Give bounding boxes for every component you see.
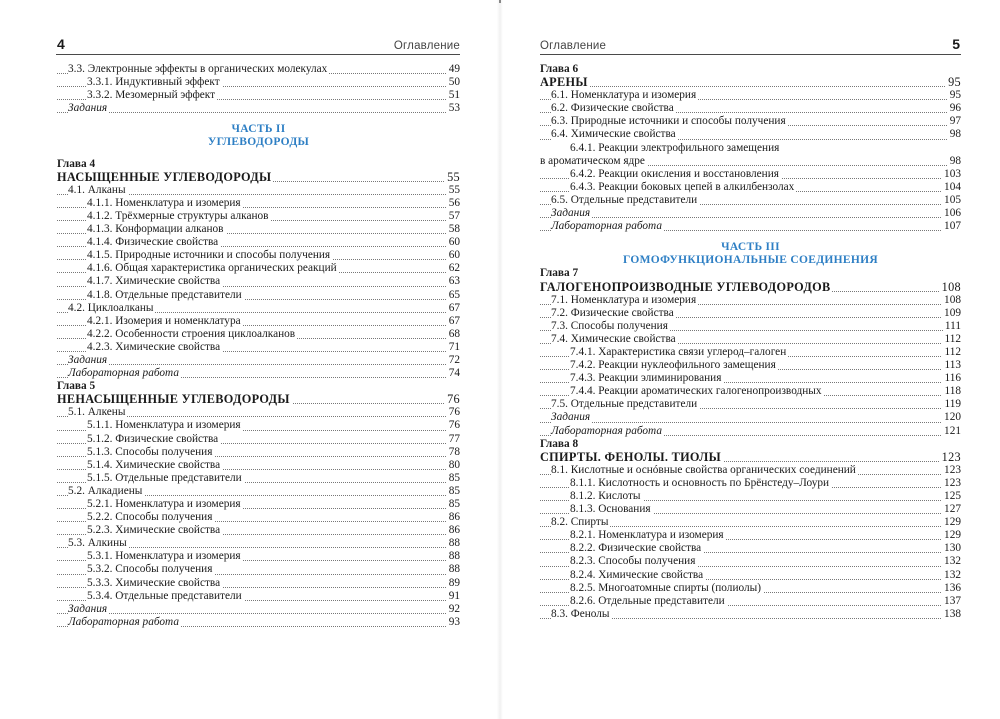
toc-entry-title: Задания (68, 102, 108, 115)
toc-page-number: 112 (944, 345, 961, 358)
toc-page-number: 98 (949, 154, 961, 167)
toc-page-number: 137 (944, 594, 961, 607)
toc-entry (540, 207, 961, 220)
toc-entry-title: СПИРТЫ. ФЕНОЛЫ. ТИОЛЫ (540, 449, 722, 464)
toc-entry (57, 102, 460, 115)
part-heading-text: ЧАСТЬ II (231, 123, 286, 136)
toc-entry (540, 425, 961, 438)
toc-entry (57, 289, 460, 302)
header-rule (540, 54, 961, 55)
toc-page-number: 93 (448, 615, 460, 628)
toc-page-number: 71 (448, 340, 460, 353)
toc-entry (540, 398, 961, 411)
toc-entry (540, 307, 961, 320)
toc-page-number: 55 (447, 169, 460, 184)
toc-entry-title: 4.1.7. Химические свойства (87, 275, 221, 288)
chapter-title-entry (57, 171, 460, 184)
toc-entry-title: 5.1.1. Номенклатура и изомерия (87, 419, 241, 432)
dot-leader (57, 613, 460, 614)
toc-entry-title: 5.2.2. Способы получения (87, 511, 213, 524)
part-heading-text: УГЛЕВОДОРОДЫ (207, 136, 310, 149)
toc-entry-title: 5.1.2. Физические свойства (87, 432, 219, 445)
toc-entry (540, 372, 961, 385)
toc-entry-title: 4.2.3. Химические свойства (87, 340, 221, 353)
toc-page-number: 121 (944, 424, 961, 437)
chapter-title-entry (57, 393, 460, 406)
toc-page-number: 108 (944, 293, 961, 306)
toc-page-number: 58 (448, 223, 460, 236)
toc-entry-title: 6.4.1. Реакции электрофильного замещения (570, 141, 780, 154)
toc-page-number: 55 (448, 183, 460, 196)
toc-page-number: 53 (448, 102, 460, 115)
toc-entry-title: Задания (551, 411, 591, 424)
toc-page-number: 138 (944, 607, 961, 620)
chapter-label (540, 267, 961, 280)
toc-page-number: 118 (944, 385, 961, 398)
toc-page-number: 103 (944, 167, 961, 180)
toc-entry-title: 6.5. Отдельные представители (551, 193, 698, 206)
right-header (500, 36, 1000, 56)
dot-leader (57, 364, 460, 365)
toc-entry (540, 168, 961, 181)
toc-entry-title: ГАЛОГЕНОПРОИЗВОДНЫЕ УГЛЕВОДОРОДОВ (540, 279, 831, 294)
toc-entry (540, 582, 961, 595)
chapter-label (540, 63, 961, 76)
toc-entry (57, 485, 460, 498)
toc-page-number: 123 (944, 476, 961, 489)
toc-entry (57, 419, 460, 432)
toc-entry-title: 5.3.2. Способы получения (87, 563, 213, 576)
table-of-contents (540, 63, 961, 621)
toc-entry (57, 537, 460, 550)
toc-entry (57, 406, 460, 419)
toc-entry-title: Задания (68, 353, 108, 366)
part-heading-text: ГОМОФУНКЦИОНАЛЬНЫЕ СОЕДИНЕНИЯ (623, 254, 878, 267)
page-number: 5 (952, 36, 960, 52)
toc-entry (540, 128, 961, 141)
toc-entry (57, 328, 460, 341)
toc-entry (540, 115, 961, 128)
toc-entry-title: 6.4.3. Реакции боковых цепей в алкилбензолах (570, 180, 795, 193)
toc-page-number: 78 (448, 445, 460, 458)
chapter-title-entry (540, 76, 961, 89)
toc-entry-title: 3.3.2. Мезомерный эффект (87, 89, 216, 102)
chapter-label (540, 438, 961, 451)
toc-entry-title: Глава 6 (540, 63, 579, 75)
chapter-title-entry (540, 451, 961, 464)
toc-entry (57, 459, 460, 472)
toc-entry-title: 7.4. Химические свойства (551, 332, 676, 345)
toc-entry (540, 490, 961, 503)
toc-page-number: 65 (448, 288, 460, 301)
toc-page-number: 76 (448, 419, 460, 432)
toc-entry-title: НЕНАСЫЩЕННЫЕ УГЛЕВОДОРОДЫ (57, 392, 290, 407)
toc-entry (57, 249, 460, 262)
toc-page-number: 51 (448, 89, 460, 102)
chapter-title-entry (540, 281, 961, 294)
toc-entry (540, 464, 961, 477)
toc-entry (57, 354, 460, 367)
toc-entry-title: 4.1.5. Природные источники и способы получения (87, 249, 331, 262)
toc-entry (540, 385, 961, 398)
toc-page-number: 97 (949, 115, 961, 128)
toc-page-number: 105 (944, 193, 961, 206)
toc-page-number: 80 (448, 458, 460, 471)
toc-entry-title: 6.3. Природные источники и способы получения (551, 115, 786, 128)
toc-page-number: 85 (448, 484, 460, 497)
toc-entry-title: в ароматическом ядре (540, 154, 645, 167)
toc-entry-title: Лабораторная работа (551, 424, 662, 437)
toc-entry (57, 498, 460, 511)
dot-leader (540, 86, 961, 87)
toc-entry-title: 5.3. Алкины (68, 537, 127, 550)
toc-page-number: 106 (944, 207, 961, 220)
page-number: 4 (57, 36, 65, 52)
toc-entry (540, 542, 961, 555)
toc-page-number: 120 (944, 411, 961, 424)
toc-page-number: 86 (448, 524, 460, 537)
toc-entry-title: 8.1.3. Основания (570, 503, 651, 516)
toc-entry-title: 7.2. Физические свойства (551, 306, 674, 319)
toc-page-number: 57 (448, 209, 460, 222)
toc-page-number: 108 (941, 279, 961, 294)
toc-entry-title: 8.3. Фенолы (551, 607, 610, 620)
toc-entry-title: 5.3.1. Номенклатура и изомерия (87, 550, 241, 563)
toc-entry (540, 477, 961, 490)
dot-leader (540, 217, 961, 218)
toc-page-number: 49 (448, 63, 460, 75)
toc-entry (57, 341, 460, 354)
running-title: Оглавление (540, 40, 607, 52)
toc-entry (57, 223, 460, 236)
toc-page-number: 88 (448, 563, 460, 576)
toc-page-number: 74 (448, 367, 460, 380)
toc-entry-title: Глава 8 (540, 437, 579, 450)
toc-entry-title: Лабораторная работа (68, 367, 179, 380)
toc-entry (540, 503, 961, 516)
toc-entry-title: 4.1.1. Номенклатура и изомерия (87, 196, 241, 209)
toc-page-number: 86 (448, 511, 460, 524)
toc-entry-title: Задания (68, 602, 108, 615)
toc-page-number: 116 (944, 372, 961, 385)
toc-entry-title: 5.2.3. Химические свойства (87, 524, 221, 537)
toc-entry (57, 302, 460, 315)
toc-page-number: 67 (448, 314, 460, 327)
toc-entry (57, 262, 460, 275)
toc-entry (540, 529, 961, 542)
toc-page-number: 96 (949, 102, 961, 115)
toc-entry-title: 5.3.4. Отдельные представители (87, 589, 242, 602)
toc-entry (540, 595, 961, 608)
toc-entry-title: 5.1.5. Отдельные представители (87, 471, 242, 484)
toc-entry-title: 8.2.2. Физические свойства (570, 542, 702, 555)
toc-page-number: 72 (448, 353, 460, 366)
toc-page-number: 95 (949, 89, 961, 102)
toc-entry (540, 516, 961, 529)
toc-entry (540, 569, 961, 582)
toc-entry (57, 236, 460, 249)
toc-page-number: 76 (448, 406, 460, 419)
toc-entry-title: 4.1.8. Отдельные представители (87, 288, 242, 301)
toc-entry-title: 7.4.4. Реакции ароматических галогенопроизводных (570, 385, 822, 398)
toc-entry-title: 5.1.4. Химические свойства (87, 458, 221, 471)
toc-entry (57, 367, 460, 380)
toc-entry (57, 197, 460, 210)
toc-page-number: 104 (944, 180, 961, 193)
toc-page-number: 50 (448, 76, 460, 89)
toc-entry-title: 5.3.3. Химические свойства (87, 576, 221, 589)
toc-page-number: 92 (448, 602, 460, 615)
toc-entry-title: АРЕНЫ (540, 75, 588, 90)
toc-entry (540, 333, 961, 346)
running-title: Оглавление (393, 40, 460, 52)
toc-entry-title: 8.2.4. Химические свойства (570, 568, 704, 581)
part-heading (57, 123, 460, 136)
toc-entry (540, 194, 961, 207)
toc-page-number: 129 (944, 529, 961, 542)
toc-page-number: 136 (944, 581, 961, 594)
part-heading (57, 136, 460, 149)
toc-page-number: 68 (448, 327, 460, 340)
toc-entry-title: Глава 7 (540, 267, 579, 280)
toc-entry-title: Глава 4 (57, 157, 96, 170)
toc-entry-title: 4.1. Алканы (68, 183, 126, 196)
toc-entry (540, 155, 961, 168)
toc-page-number: 85 (448, 471, 460, 484)
toc-entry-title: Лабораторная работа (551, 220, 662, 233)
toc-entry-title: Глава 5 (57, 380, 96, 393)
toc-entry (57, 446, 460, 459)
toc-page-number: 60 (448, 249, 460, 262)
left-header (0, 36, 500, 56)
toc-entry-title: 7.3. Способы получения (551, 319, 668, 332)
toc-page-number: 89 (448, 576, 460, 589)
toc-entry (57, 89, 460, 102)
toc-entry (540, 294, 961, 307)
toc-page-number: 130 (944, 542, 961, 555)
toc-page-number: 119 (944, 398, 961, 411)
toc-page-number: 77 (448, 432, 460, 445)
part-heading (540, 254, 961, 267)
toc-page-number: 123 (941, 449, 961, 464)
toc-entry-title: 4.2.2. Особенности строения циклоалканов (87, 327, 296, 340)
toc-entry-title: 5.1. Алкены (68, 406, 126, 419)
toc-entry (57, 433, 460, 446)
toc-entry-title: НАСЫЩЕННЫЕ УГЛЕВОДОРОДЫ (57, 169, 272, 184)
toc-entry (540, 181, 961, 194)
toc-entry (540, 102, 961, 115)
toc-entry-title: Лабораторная работа (68, 615, 179, 628)
toc-entry (540, 608, 961, 621)
toc-page-number: 67 (448, 301, 460, 314)
toc-entry (57, 603, 460, 616)
toc-page-number: 60 (448, 236, 460, 249)
toc-entry-title: 7.4.3. Реакции элиминирования (570, 372, 722, 385)
toc-entry-title: 7.4.2. Реакции нуклеофильного замещения (570, 359, 776, 372)
toc-entry-title: 7.5. Отдельные представители (551, 398, 698, 411)
toc-entry-title: 4.2.1. Изомерия и номенклатура (87, 314, 241, 327)
toc-entry-title: 5.1.3. Способы получения (87, 445, 213, 458)
toc-entry-title: 3.3. Электронные эффекты в органических молекулах (68, 63, 328, 75)
dot-leader (57, 112, 460, 113)
dot-leader (540, 422, 961, 423)
part-heading-text: ЧАСТЬ III (721, 241, 780, 254)
toc-entry-title: 5.2.1. Номенклатура и изомерия (87, 498, 241, 510)
toc-entry-title: 4.1.3. Конформации алканов (87, 223, 224, 236)
toc-page-number: 113 (944, 359, 961, 372)
toc-entry-title: 4.1.4. Физические свойства (87, 236, 219, 249)
chapter-label (57, 158, 460, 171)
toc-page-number: 76 (447, 392, 460, 407)
toc-entry-title: 5.2. Алкадиены (68, 484, 143, 497)
toc-entry (57, 63, 460, 76)
toc-entry (540, 411, 961, 424)
toc-entry (57, 76, 460, 89)
right-page (500, 0, 1000, 719)
toc-page-number: 129 (944, 516, 961, 529)
toc-page-number: 91 (448, 589, 460, 602)
toc-page-number: 85 (448, 498, 460, 510)
toc-entry-title: 8.1.1. Кислотность и основность по Брёнстеду–Лоури (570, 476, 830, 489)
toc-entry (57, 577, 460, 590)
toc-page-number: 132 (944, 568, 961, 581)
toc-page-number: 56 (448, 196, 460, 209)
toc-page-number: 112 (944, 332, 961, 345)
toc-entry (57, 590, 460, 603)
toc-entry (540, 89, 961, 102)
table-of-contents (57, 63, 460, 629)
toc-entry (540, 359, 961, 372)
toc-page-number: 107 (944, 220, 961, 233)
toc-entry-title: 8.1.2. Кислоты (570, 490, 641, 502)
toc-entry-title: 8.2.3. Способы получения (570, 555, 696, 568)
toc-entry (57, 184, 460, 197)
toc-page-number: 88 (448, 537, 460, 550)
toc-entry (540, 220, 961, 233)
toc-page-number: 63 (448, 275, 460, 288)
toc-page-number: 62 (448, 262, 460, 275)
toc-page-number: 125 (944, 490, 961, 502)
toc-entry (540, 555, 961, 568)
toc-page-number: 95 (948, 75, 961, 90)
part-heading (540, 241, 961, 254)
toc-entry-title: 6.2. Физические свойства (551, 102, 674, 115)
toc-entry-title: 8.2. Спирты (551, 516, 609, 529)
toc-entry (540, 320, 961, 333)
toc-entry-title: Задания (551, 207, 591, 220)
toc-entry (57, 315, 460, 328)
toc-entry-title: 3.3.1. Индуктивный эффект (87, 76, 220, 89)
toc-page-number: 98 (949, 128, 961, 141)
toc-entry (57, 210, 460, 223)
toc-entry (57, 550, 460, 563)
toc-entry (57, 511, 460, 524)
toc-entry-title: 6.4. Химические свойства (551, 128, 676, 141)
toc-page-number: 111 (944, 319, 961, 332)
toc-entry-title: 6.1. Номенклатура и изомерия (551, 89, 697, 102)
toc-entry-title: 4.2. Циклоалканы (68, 301, 154, 314)
header-rule (56, 54, 460, 55)
toc-entry-title: 8.2.6. Отдельные представители (570, 594, 725, 607)
toc-entry (540, 142, 961, 155)
toc-entry-title: 8.2.1. Номенклатура и изомерия (570, 529, 724, 542)
toc-entry-title: 8.2.5. Многоатомные спирты (полиолы) (570, 581, 761, 594)
toc-entry (57, 616, 460, 629)
toc-entry (540, 346, 961, 359)
toc-page-number: 127 (944, 503, 961, 516)
toc-entry-title: 7.4.1. Характеристика связи углерод–галоген (570, 345, 787, 358)
toc-entry (57, 563, 460, 576)
toc-page-number: 88 (448, 550, 460, 563)
toc-page-number: 123 (944, 463, 961, 476)
toc-page-number: 109 (944, 306, 961, 319)
toc-page-number: 132 (944, 555, 961, 568)
toc-entry-title: 8.1. Кислотные и оснóвные свойства органических соединений (551, 463, 856, 476)
toc-entry (57, 275, 460, 288)
toc-entry (57, 524, 460, 537)
toc-entry-title: 6.4.2. Реакции окисления и восстановления (570, 167, 779, 180)
toc-entry (57, 472, 460, 485)
toc-entry-title: 4.1.2. Трёхмерные структуры алканов (87, 209, 269, 222)
toc-entry-title: 4.1.6. Общая характеристика органических реакций (87, 262, 337, 275)
toc-entry-title: 7.1. Номенклатура и изомерия (551, 293, 697, 306)
